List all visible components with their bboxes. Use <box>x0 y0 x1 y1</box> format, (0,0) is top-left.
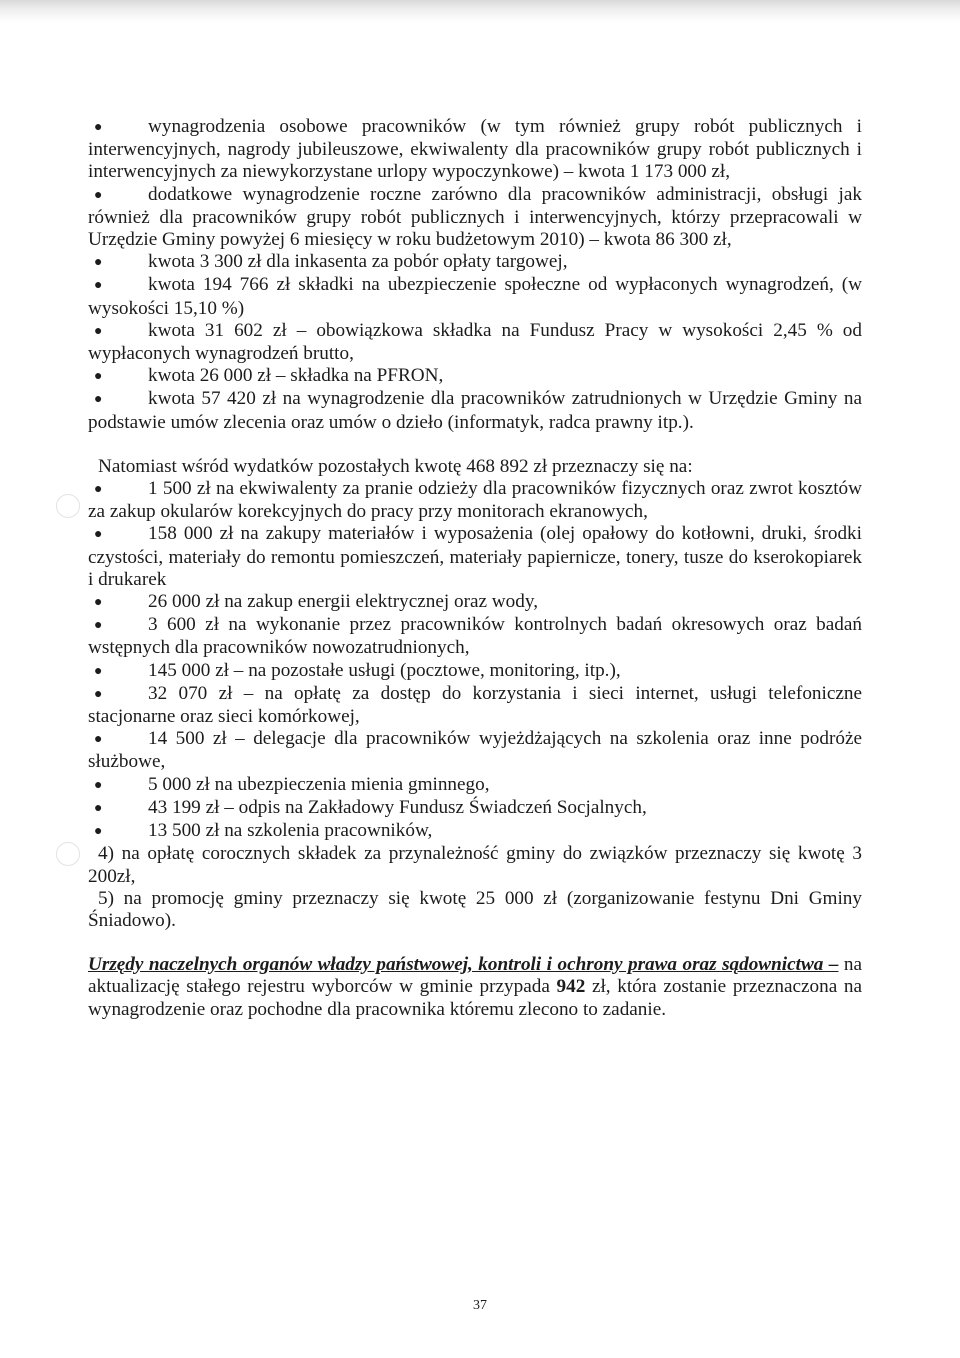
bullet-icon: ● <box>94 187 103 203</box>
bullet-item: ● wynagrodzenia osobowe pracowników (w tym również grupy robót publicznych i interwencyjnych, nagrody jubileuszowe, ekwiwalenty dla pracowników grupy robót publicznych i interwencyjnych za niewykorzystane urlopy wypoczynkowe) – kwota 1 173 000 zł, <box>88 116 862 183</box>
bullet-item: ● 5 000 zł na ubezpieczenia mienia gminnego, <box>88 774 862 797</box>
bullet-icon: ● <box>94 800 103 816</box>
bullet-icon: ● <box>94 255 103 271</box>
bullet-item: ● kwota 57 420 zł na wynagrodzenie dla pracowników zatrudnionych w Urzędzie Gminy na podstawie umów zlecenia oraz umów o dzieło (informatyk, radca prawny itp.). <box>88 388 862 433</box>
bullet-icon: ● <box>94 618 103 634</box>
numbered-item-4: 4) na opłatę corocznych składek za przynależność gminy do związków przeznaczy się kwotę 3 200zł, <box>88 843 862 887</box>
section-intro: Natomiast wśród wydatków pozostałych kwotę 468 892 zł przeznaczy się na: <box>98 455 693 477</box>
bullet-item: ● 14 500 zł – delegacje dla pracowników wyjeżdżających na szkolenia oraz inne podróże służbowe, <box>88 728 862 773</box>
bullet-item: ● 158 000 zł na zakupy materiałów i wyposażenia (olej opałowy do kotłowni, druki, środki czystości, materiały do remontu pomieszczeń, materiały papiernicze, tonery, tusze do kserokopiarek i drukarek <box>88 523 862 590</box>
page-number: 37 <box>473 1298 487 1313</box>
scan-edge <box>0 0 960 22</box>
numbered-item-5: 5) na promocję gminy przeznaczy się kwotę 25 000 zł (zorganizowanie festynu Dni Gminy Śniadowo). <box>88 887 862 931</box>
bullet-item: ● kwota 31 602 zł – obowiązkowa składka na Fundusz Pracy w wysokości 2,45 % od wypłaconych wynagrodzeń brutto, <box>88 319 862 365</box>
section-courts-paragraph: Urzędy naczelnych organów władzy państwowej, kontroli i ochrony prawa oraz sądownictwa – na aktualizację stałego rejestru wyborców w gminie przypada 942 zł, która zostanie przeznaczona na wynagrodzenie oraz pochodne dla pracownika któremu zlecono to zadanie. <box>88 954 862 1020</box>
spacer <box>88 434 862 456</box>
section-heading: Urzędy naczelnych organów władzy państwowej, kontroli i ochrony prawa oraz sądownictwa – <box>88 954 839 976</box>
bullet-item: ● 32 070 zł – na opłatę za dostęp do korzystania i sieci internet, usługi telefoniczne stacjonarne oraz sieci komórkowej, <box>88 682 862 728</box>
bullet-icon: ● <box>94 824 103 840</box>
bullet-icon: ● <box>94 777 103 793</box>
bullet-icon: ● <box>94 482 103 498</box>
spacer <box>88 932 862 954</box>
section-salaries <box>88 116 862 434</box>
bullet-item: ● 43 199 zł – odpis na Zakładowy Fundusz Świadczeń Socjalnych, <box>88 797 862 820</box>
bullet-item: ● dodatkowe wynagrodzenie roczne zarówno dla pracowników administracji, obsługi jak również dla pracowników grupy robót publicznych i interwencyjnych, którzy przepracowali w Urzędzie Gminy powyżej 6 miesięcy w roku budżetowym 2010) – kwota 86 300 zł, <box>88 183 862 251</box>
document-page <box>88 116 862 1021</box>
bullet-item: ● kwota 3 300 zł dla inkasenta za pobór opłaty targowej, <box>88 251 862 274</box>
bullet-item: ● kwota 194 766 zł składki na ubezpieczenie społeczne od wypłaconych wynagrodzeń, (w wysokości 15,10 %) <box>88 274 862 319</box>
bullet-icon: ● <box>94 120 103 135</box>
bullet-item: ● 1 500 zł na ekwiwalenty za pranie odzieży dla pracowników fizycznych oraz zwrot kosztów za zakup okularów korekcyjnych do pracy przy monitorach ekranowych, <box>88 478 862 523</box>
amount-value: 942 <box>556 976 586 998</box>
punch-hole-mark <box>56 494 80 518</box>
bullet-icon: ● <box>94 392 103 408</box>
bullet-icon: ● <box>94 278 103 294</box>
bullet-item: ● 145 000 zł – na pozostałe usługi (pocztowe, monitoring, itp.), <box>88 660 862 683</box>
bullet-icon: ● <box>94 686 103 702</box>
bullet-icon: ● <box>94 323 103 339</box>
bullet-icon: ● <box>94 369 103 385</box>
bullet-icon: ● <box>94 663 103 679</box>
bullet-item: ● 26 000 zł na zakup energii elektrycznej oraz wody, <box>88 591 862 614</box>
bullet-item: ● 13 500 zł na szkolenia pracowników, <box>88 820 862 843</box>
bullet-icon: ● <box>94 595 103 611</box>
bullet-item: ● 3 600 zł na wykonanie przez pracowników kontrolnych badań okresowych oraz badań wstępnych dla pracowników nowozatrudnionych, <box>88 614 862 659</box>
bullet-item: ● kwota 26 000 zł – składka na PFRON, <box>88 365 862 388</box>
bullet-icon: ● <box>94 527 103 543</box>
bullet-icon: ● <box>94 732 103 748</box>
section-other-expenses <box>88 456 862 932</box>
punch-hole-mark <box>56 842 80 866</box>
